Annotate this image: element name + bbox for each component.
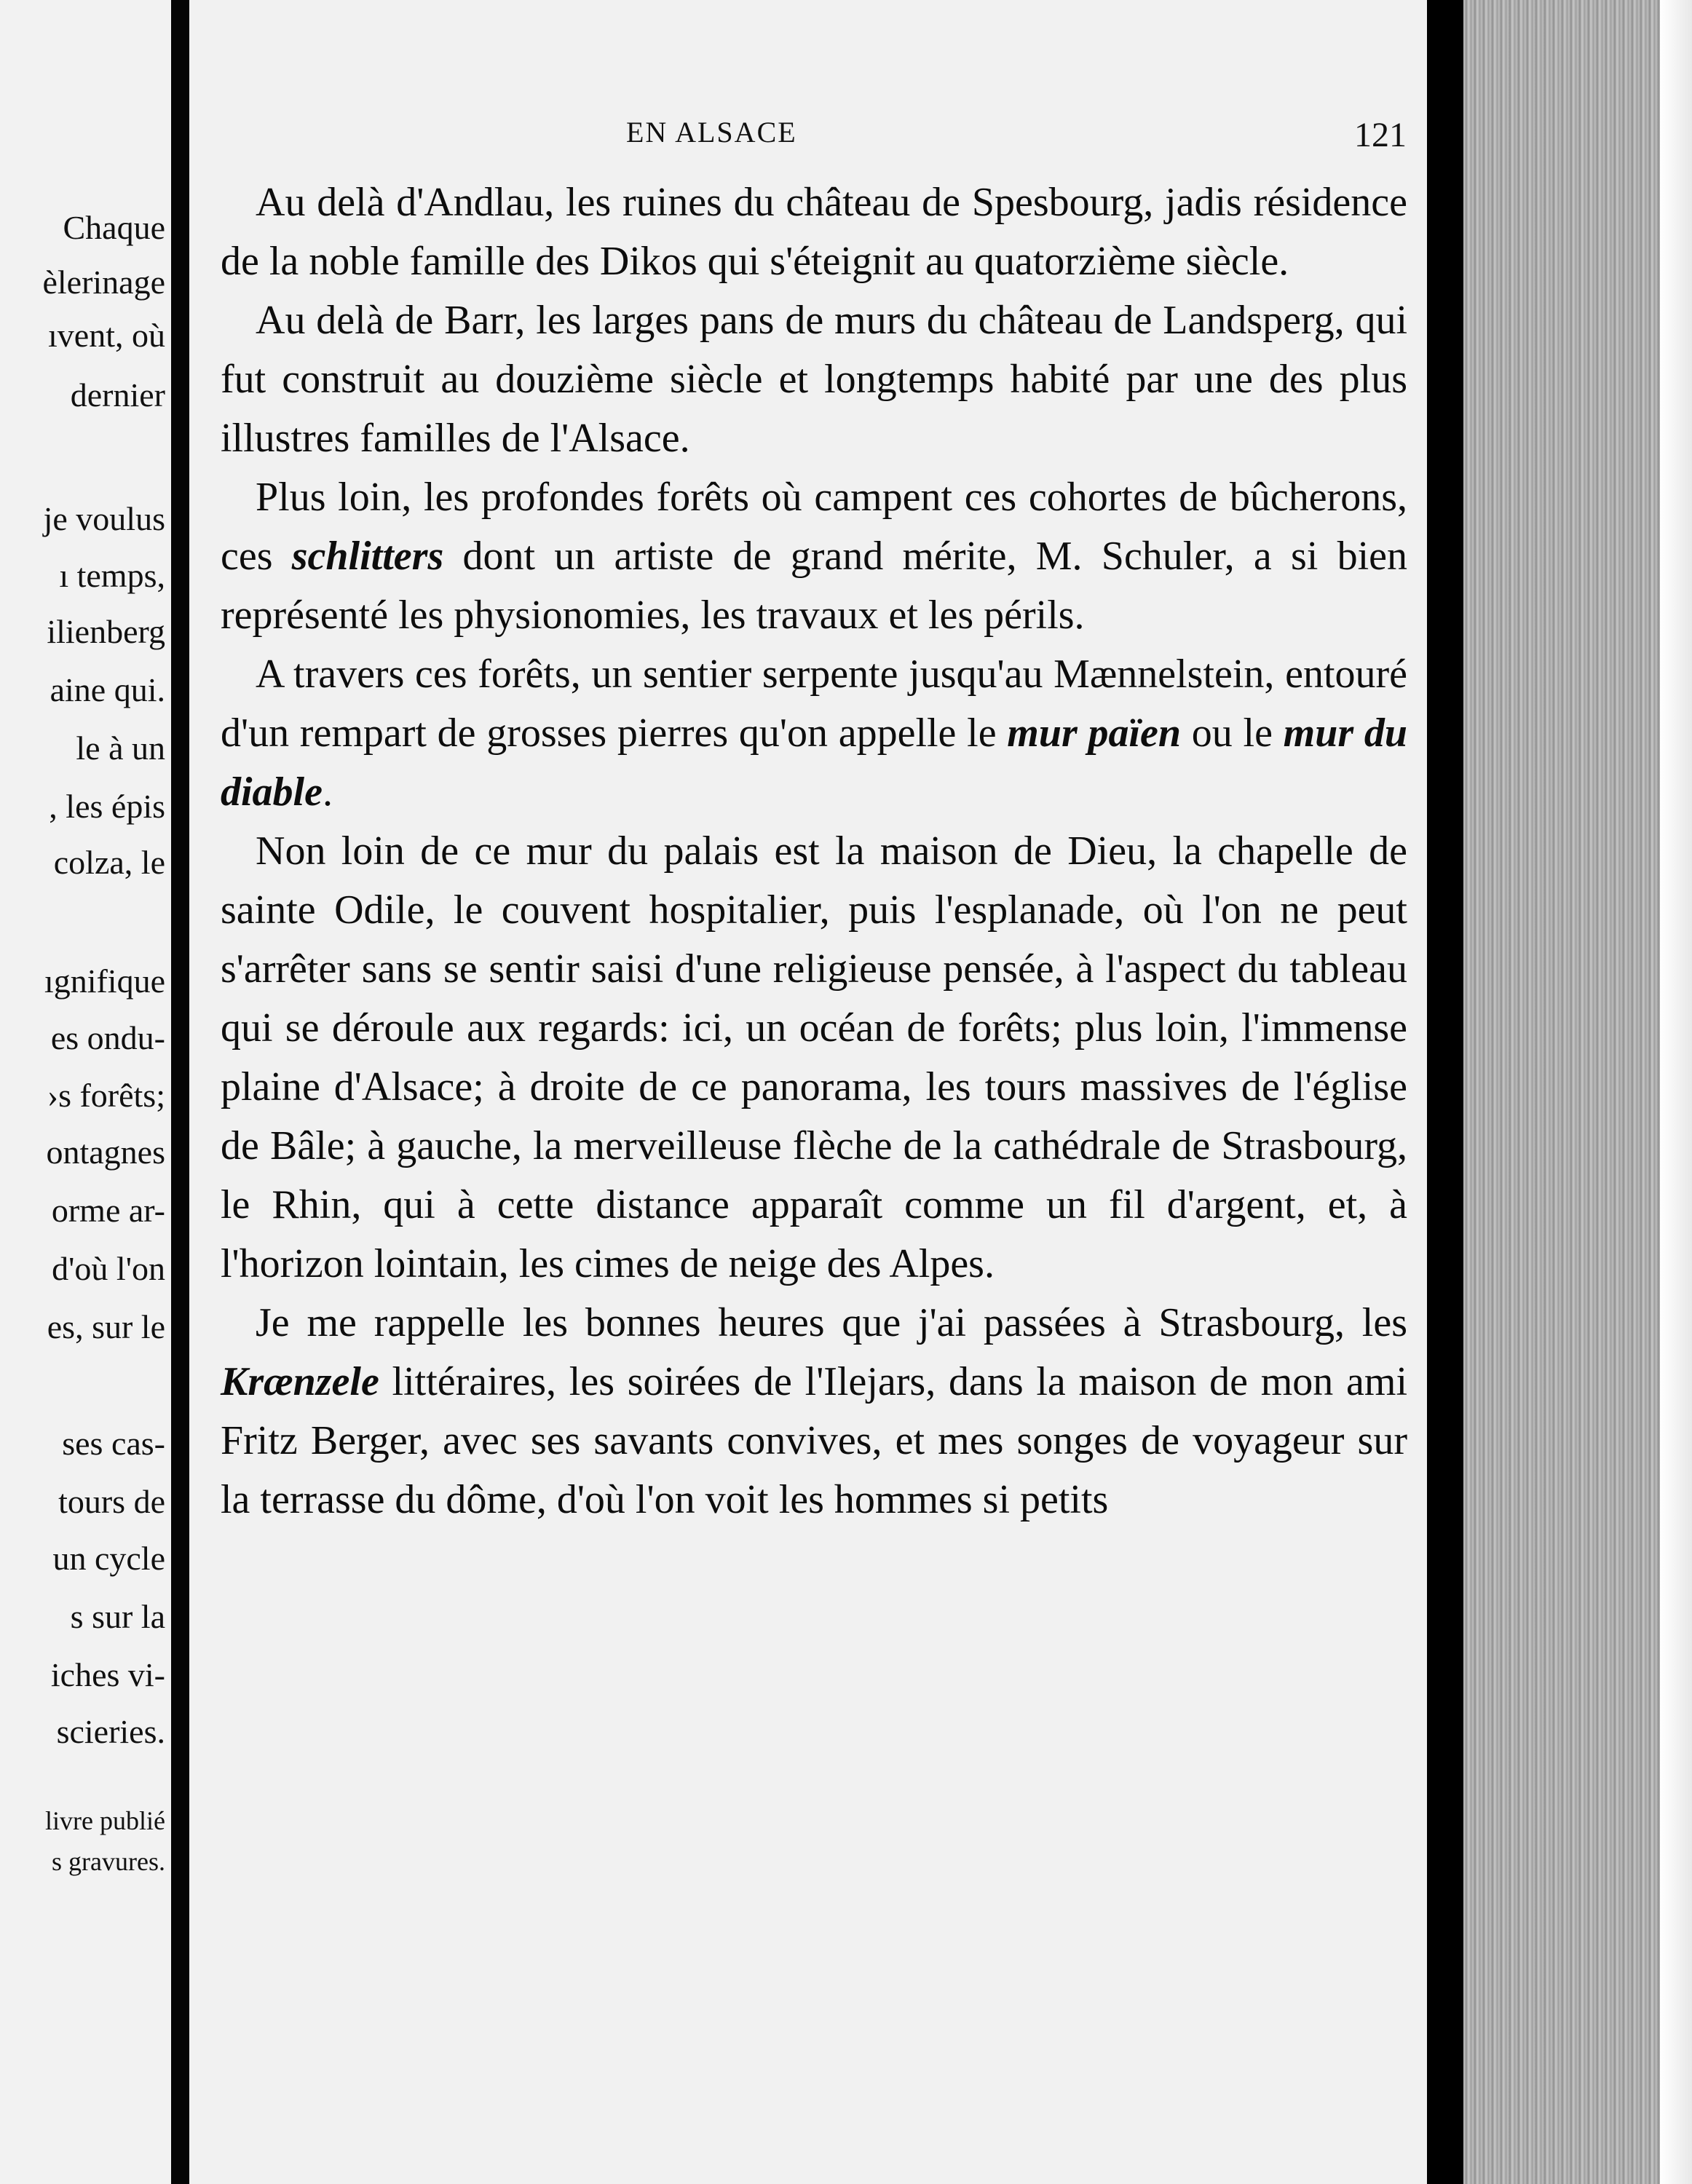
text-run: dont un artiste de grand mérite, M. Schuler, a si bien représenté les physionomies, les travaux et les périls.: [221, 534, 1407, 638]
facing-page-line: le à un: [76, 729, 165, 767]
facing-page-line: ›s forêts;: [47, 1077, 165, 1114]
facing-page-line: ilienberg: [47, 613, 165, 650]
facing-page-line: es, sur le: [47, 1308, 165, 1345]
facing-page-line: Chaque: [63, 209, 165, 246]
italic-text: schlitters: [291, 534, 444, 579]
book-gutter: [171, 0, 189, 2184]
text-run: Non loin de ce mur du palais est la maison de Dieu, la chapelle de sainte Odile, le couvent hospitalier, puis l'esplanade, où l'on ne peut s'arrêter sans se sentir saisi d'une religieuse pensée, à l'aspect du tableau qui se déroule aux regards: ici, un océan de forêts; plus loin, l'immense plaine d'Alsace; à droite de ce panorama, les tours massives de l'église de Bâle; à gauche, la merveilleuse flèche de la cathédrale de Strasbourg, le Rhin, qui à cette distance apparaît comme un fil d'argent, et, à l'horizon lointain, les cimes de neige des Alpes.: [221, 828, 1407, 1286]
italic-text: mur du diable: [221, 711, 1408, 815]
page-header: [189, 115, 1427, 159]
facing-page-line: ses cas-: [62, 1425, 165, 1462]
italic-text: Krænzele: [221, 1359, 379, 1404]
text-run: littéraires, les soirées de l'Ilejars, dans la maison de mon ami Fritz Berger, avec ses savants convives, et mes songes de voyageur sur la terrasse du dôme, d'où l'on voit les hommes si petits: [221, 1359, 1407, 1522]
facing-page-line: d'où l'on: [52, 1250, 165, 1287]
book-page: [189, 0, 1427, 2184]
running-title: EN ALSACE: [626, 116, 797, 149]
paragraph: [221, 468, 1407, 645]
paragraph: [221, 645, 1407, 822]
text-run: Au delà d'Andlau, les ruines du château de Spesbourg, jadis résidence de la noble famille des Dikos qui s'éteignit au quatorzième siècle.: [221, 180, 1407, 284]
facing-page-line: èlerinage: [42, 264, 165, 301]
page-edge-shadow: [1427, 0, 1463, 2184]
text-run: .: [322, 769, 333, 815]
facing-page-line: colza, le: [53, 844, 165, 881]
paragraph: [221, 1294, 1407, 1530]
paragraph: [221, 173, 1407, 291]
facing-page-left: [0, 0, 171, 2184]
facing-page-line: ı temps,: [59, 557, 165, 594]
paragraph: [221, 291, 1407, 468]
paragraph: [221, 822, 1407, 1294]
text-run: Au delà de Barr, les larges pans de murs du château de Landsperg, qui fut construit au douzième siècle et longtemps habité par une des plus illustres familles de l'Alsace.: [221, 298, 1407, 461]
facing-page-line: s gravures.: [52, 1847, 165, 1876]
facing-page-line: dernier: [70, 376, 165, 414]
page-body-text: [221, 173, 1407, 1530]
facing-page-line: tours de: [58, 1483, 165, 1520]
page-edges: [1427, 0, 1692, 2184]
facing-page-line: s sur la: [70, 1598, 165, 1635]
text-run: Plus loin, les profondes forêts où campent ces cohortes de bûcherons, ces: [221, 475, 1407, 579]
text-run: A travers ces forêts, un sentier serpente jusqu'au Mænnelstein, entouré d'un rempart de grosses pierres qu'on appelle le: [221, 652, 1407, 756]
page-edge-highlight: [1660, 0, 1692, 2184]
page-number: 121: [1354, 116, 1407, 154]
facing-page-line: livre publié: [45, 1806, 165, 1835]
facing-page-line: un cycle: [52, 1540, 165, 1577]
facing-page-line: ıvent, où: [48, 317, 165, 354]
facing-page-line: , les épis: [49, 788, 165, 825]
facing-page-line: ontagnes: [46, 1133, 165, 1171]
italic-text: mur païen: [1007, 711, 1182, 756]
text-run: Je me rappelle les bonnes heures que j'ai passées à Strasbourg, les: [256, 1300, 1407, 1345]
facing-page-line: orme ar-: [51, 1192, 165, 1229]
facing-page-line: es ondu-: [50, 1019, 165, 1056]
facing-page-line: iches vi-: [50, 1656, 165, 1693]
facing-page-line: scieries.: [56, 1713, 165, 1750]
facing-page-line: je voulus: [43, 500, 165, 537]
facing-page-line: aine qui.: [50, 671, 165, 708]
facing-page-line: ıgnifique: [44, 962, 165, 1000]
text-run: ou le: [1181, 711, 1284, 756]
